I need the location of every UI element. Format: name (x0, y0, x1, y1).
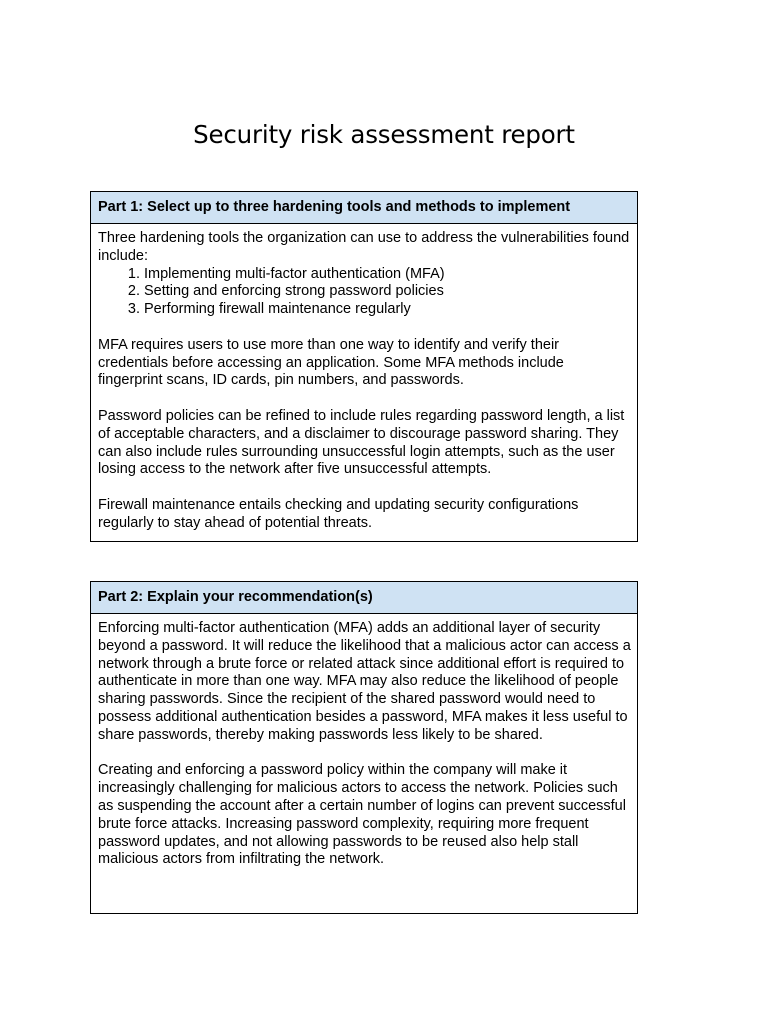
part1-table (90, 191, 638, 542)
password-recommendation-paragraph: Creating and enforcing a password policy within the company will make it increasingly challenging for malicious actors to access the network. Policies such as suspending the account after a certain number of logins can prevent successful brute force attacks. Increasing password complexity, requiring more frequent password updates, and not allowing passwords to be reused also help stall malicious actors from infiltrating the network. (98, 762, 626, 868)
password-policy-paragraph: Password policies can be refined to include rules regarding password length, a list of acceptable characters, and a disclaimer to discourage password sharing. They can also include rules surrounding unsuccessful login attempts, such as the user losing access to the network after five unsuccessful attempts. (98, 407, 625, 478)
list-item: 1. Implementing multi-factor authentication (MFA) (144, 266, 631, 284)
firewall-paragraph: Firewall maintenance entails checking and updating security configurations regularly to stay ahead of potential threats. (98, 496, 579, 531)
hardening-tools-list (98, 266, 631, 319)
mfa-paragraph: MFA requires users to use more than one way to identify and verify their credentials before accessing an application. Some MFA methods include fingerprint scans, ID cards, pin numbers, and passwords. (98, 336, 564, 389)
list-item: 3. Performing firewall maintenance regularly (144, 301, 631, 319)
document-title: Security risk assessment report (193, 120, 575, 149)
part1-body (91, 224, 637, 533)
part1-header: Part 1: Select up to three hardening tools and methods to implement (91, 192, 637, 224)
mfa-recommendation-paragraph: Enforcing multi-factor authentication (MFA) adds an additional layer of security beyond a password. It will reduce the likelihood that a malicious actor can access a network through a brute force or related attack since additional effort is required to authenticate in more than one way. MFA may also reduce the likelihood of people sharing passwords. Since the recipient of the shared password would need to possess additional authentication besides a password, MFA makes it less useful to share passwords, thereby making passwords less likely to be shared. (98, 620, 631, 743)
part2-header: Part 2: Explain your recommendation(s) (91, 582, 637, 614)
part2-body (91, 614, 637, 869)
list-item: 2. Setting and enforcing strong password policies (144, 283, 631, 301)
part2-table (90, 581, 638, 914)
part1-intro: Three hardening tools the organization can use to address the vulnerabilities found include: (98, 230, 630, 264)
